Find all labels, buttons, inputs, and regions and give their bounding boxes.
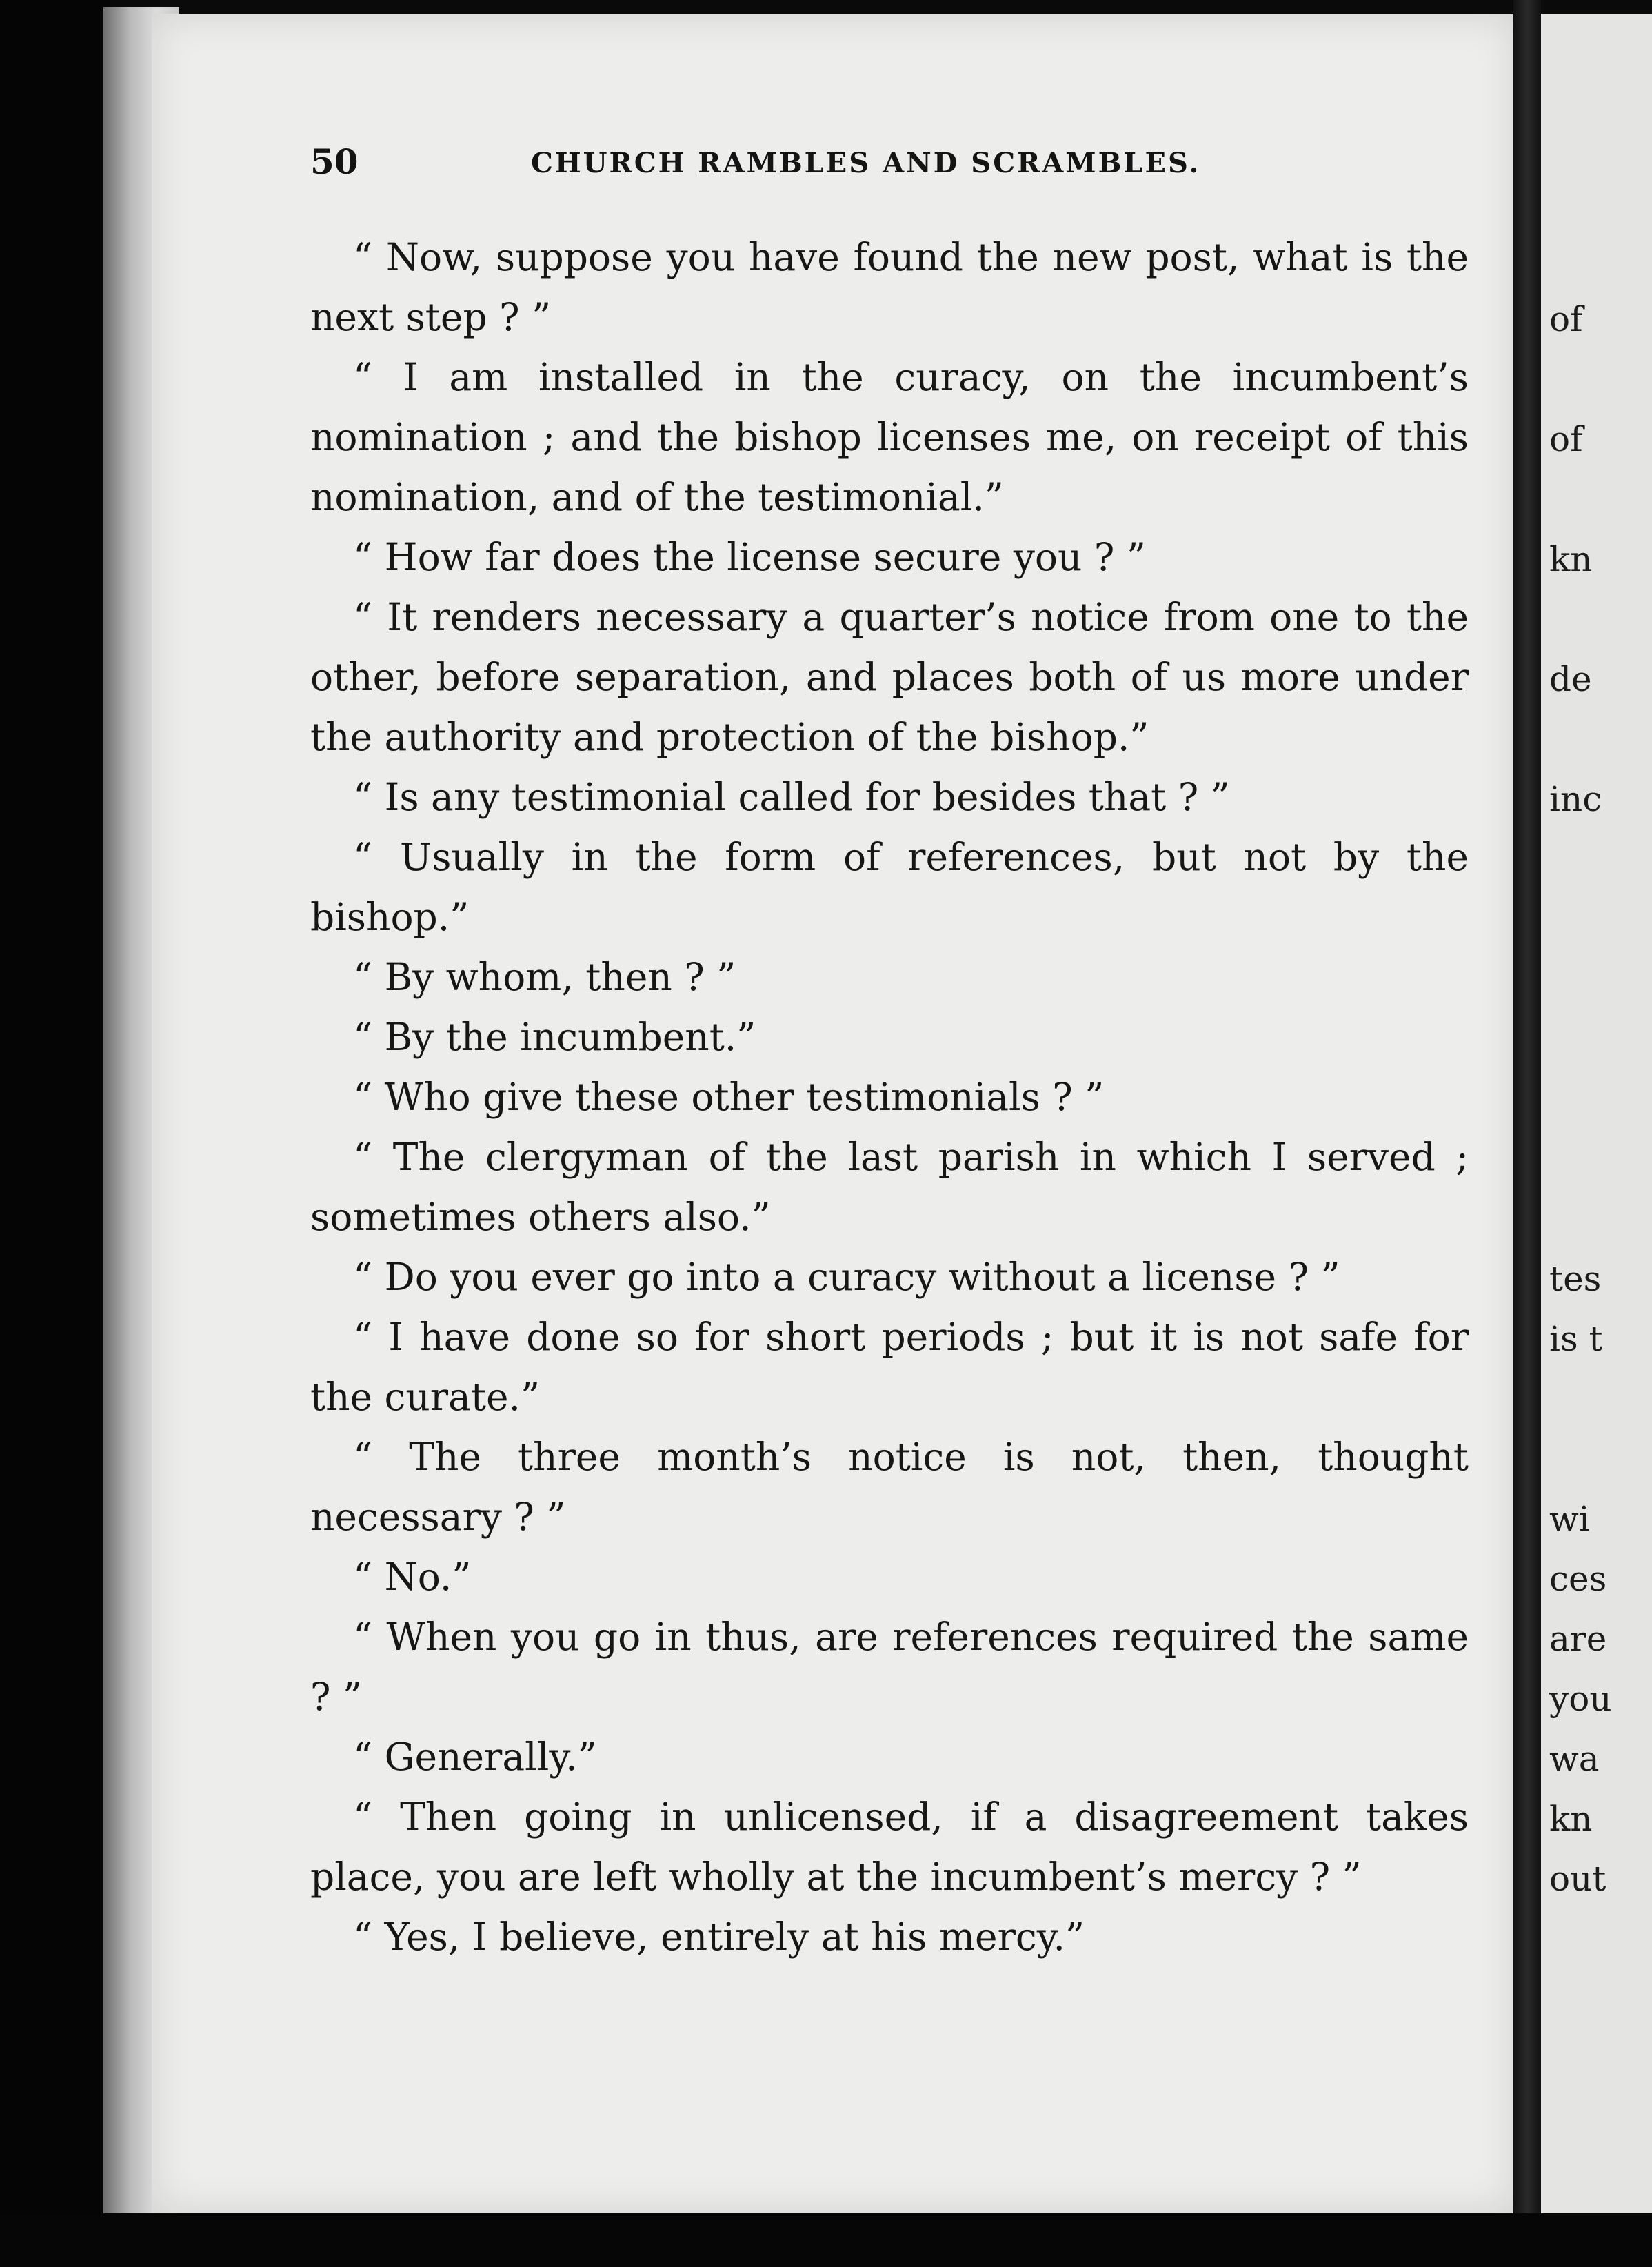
book-gutter: [1513, 0, 1541, 2267]
paragraph: “ Now, suppose you have found the new post, what is the next step ? ”: [310, 235, 1469, 339]
body-text: [310, 228, 1469, 1967]
paragraph: “ I am installed in the curacy, on the incumbent’s nomination ; and the bishop licenses me, on receipt of this nomination, and of the testimonial.”: [310, 355, 1469, 519]
facing-page-line: [1549, 350, 1612, 410]
paragraph: “ Do you ever go into a curacy without a license ? ”: [353, 1255, 1340, 1299]
scan-left-edge: [0, 0, 110, 2267]
paragraph: “ When you go in thus, are references required the same ? ”: [310, 1615, 1469, 1719]
facing-page-line: tes: [1549, 1259, 1602, 1299]
facing-page-line: wi: [1549, 1499, 1590, 1539]
running-title: CHURCH RAMBLES AND SCRAMBLES.: [531, 147, 1201, 179]
paragraph: “ By whom, then ? ”: [353, 955, 736, 999]
paragraph: “ I have done so for short periods ; but it is not safe for the curate.”: [310, 1315, 1469, 1419]
paragraph: “ Yes, I believe, entirely at his mercy.”: [353, 1915, 1085, 1959]
paragraph: “ Then going in unlicensed, if a disagreement takes place, you are left wholly at the incumbent’s mercy ? ”: [310, 1795, 1469, 1899]
facing-page-line: kn: [1549, 1799, 1593, 1839]
paragraph: “ It renders necessary a quarter’s notice from one to the other, before separation, and places both of us more under the authority and protection of the bishop.”: [310, 595, 1469, 759]
scan-bottom-edge: [0, 2213, 1652, 2267]
facing-page-line: [1549, 949, 1612, 1009]
facing-page-line: ces: [1549, 1559, 1607, 1599]
facing-page-text: [1549, 290, 1612, 1909]
facing-page: [1541, 14, 1652, 2213]
facing-page-line: de: [1549, 659, 1592, 699]
page-number: 50: [310, 141, 359, 182]
facing-page-line: [1549, 1129, 1612, 1189]
facing-page-line: out: [1549, 1859, 1606, 1899]
page-header: [310, 141, 1482, 190]
paragraph: “ The three month’s notice is not, then, thought necessary ? ”: [310, 1435, 1469, 1539]
paragraph: “ No.”: [353, 1555, 472, 1599]
facing-page-line: [1549, 829, 1612, 889]
facing-page-line: inc: [1549, 779, 1602, 819]
facing-page-line: [1549, 1009, 1612, 1069]
facing-page-line: is t: [1549, 1319, 1603, 1359]
facing-page-line: [1549, 1369, 1612, 1429]
facing-page-line: [1549, 1429, 1612, 1489]
facing-page-line: [1549, 590, 1612, 649]
paragraph: “ Who give these other testimonials ? ”: [353, 1075, 1105, 1119]
facing-page-line: [1549, 709, 1612, 769]
facing-page-line: [1549, 889, 1612, 949]
paragraph: “ Usually in the form of references, but not by the bishop.”: [310, 835, 1469, 939]
facing-page-line: kn: [1549, 539, 1593, 579]
facing-page-line: [1549, 470, 1612, 530]
facing-page-line: of: [1549, 299, 1583, 339]
paragraph: “ By the incumbent.”: [353, 1015, 756, 1059]
paragraph: “ Is any testimonial called for besides that ? ”: [353, 775, 1230, 819]
facing-page-line: [1549, 1189, 1612, 1249]
facing-page-line: you: [1549, 1679, 1612, 1719]
facing-page-line: [1549, 1069, 1612, 1129]
facing-page-line: are: [1549, 1619, 1607, 1659]
paragraph: “ Generally.”: [353, 1735, 597, 1779]
facing-page-line: of: [1549, 419, 1583, 459]
facing-page-line: wa: [1549, 1739, 1600, 1779]
paragraph: “ The clergyman of the last parish in which I served ; sometimes others also.”: [310, 1135, 1469, 1239]
paragraph: “ How far does the license secure you ? ”: [353, 535, 1147, 579]
